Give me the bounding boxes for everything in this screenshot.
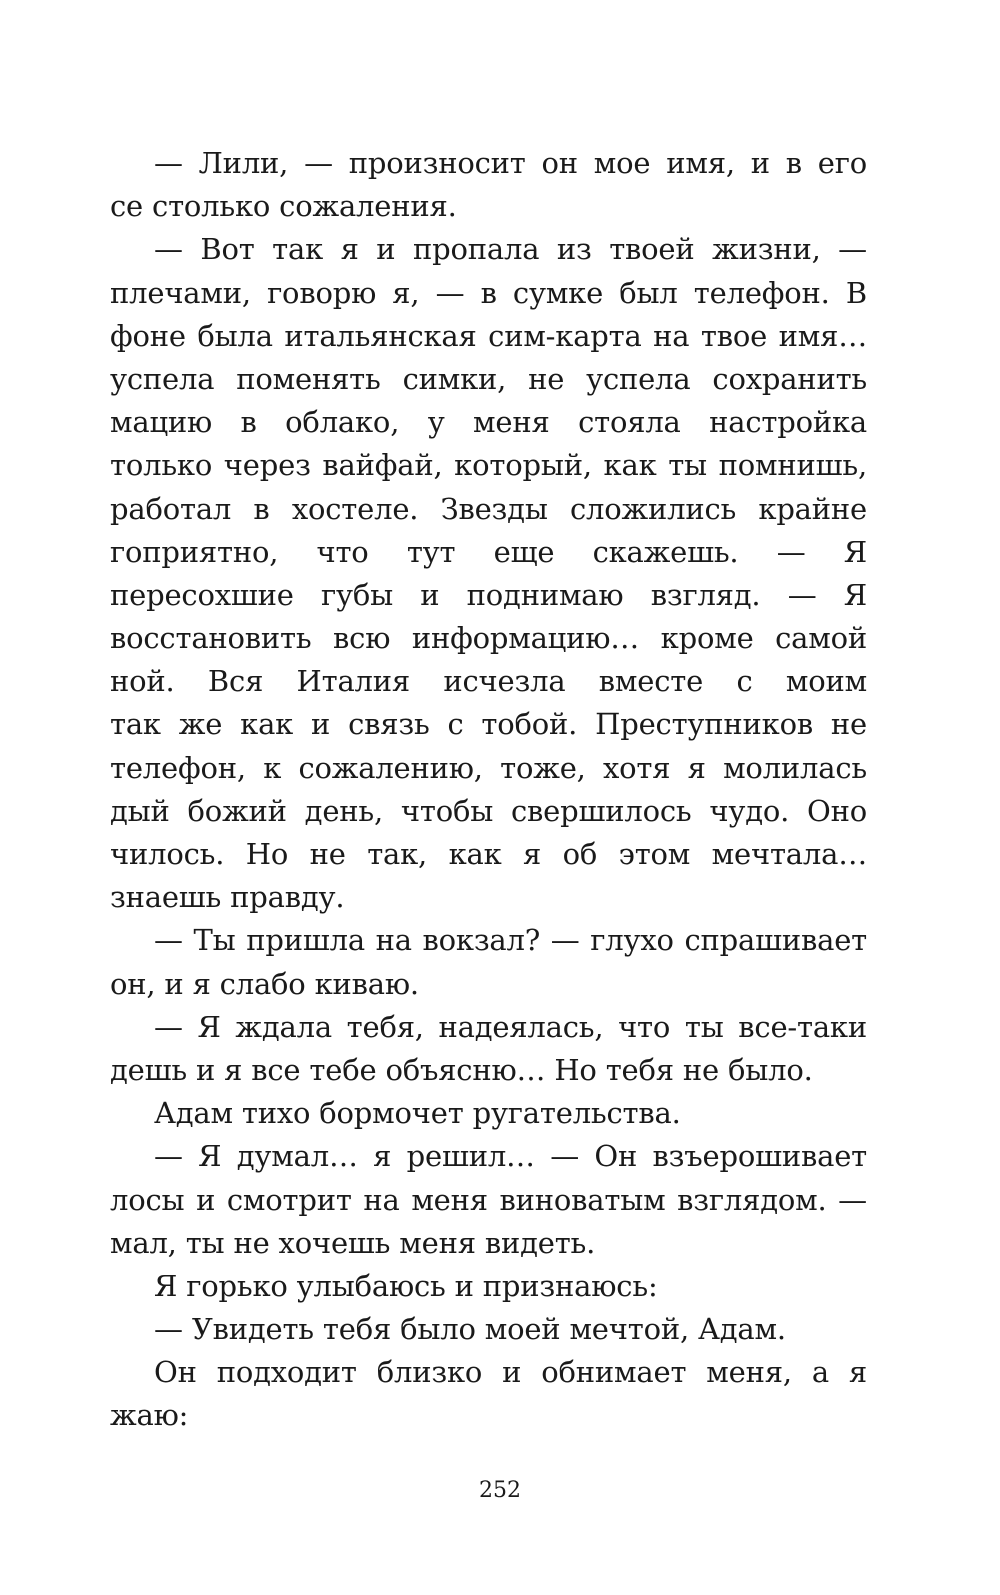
text-line: — Лили, — произносит он мое имя, и в его: [154, 146, 867, 180]
text-line: Адам тихо бормочет ругательства.: [154, 1096, 681, 1131]
body-text: [110, 142, 867, 1438]
text-line: — Я ждала тебя, надеялась, что ты все-таки: [154, 1009, 867, 1044]
text-line: жаю:: [110, 1398, 189, 1433]
text-line: работал в хостеле. Звезды сложились крайне: [110, 491, 867, 526]
text-line: ной. Вся Италия исчезла вместе с моим: [110, 664, 867, 699]
text-line: так же как и связь с тобой. Преступников не: [110, 707, 867, 742]
text-line: — Ты пришла на вокзал? — глухо спрашивает: [154, 923, 867, 958]
text-line: телефон, к сожалению, тоже, хотя я молилась: [110, 750, 867, 785]
text-line: мал, ты не хочешь меня видеть.: [110, 1225, 596, 1260]
text-line: только через вайфай, который, как ты помнишь,: [110, 448, 867, 483]
text-line: фоне была итальянская сим-карта на твое имя…: [110, 318, 867, 353]
text-line: он, и я слабо киваю.: [110, 966, 419, 1001]
text-line: успела поменять симки, не успела сохранить: [110, 361, 867, 396]
page-number: 252: [479, 1478, 521, 1503]
text-line: пересохшие губы и поднимаю взгляд. — Я: [110, 577, 867, 612]
text-line: Я горько улыбаюсь и признаюсь:: [154, 1268, 658, 1303]
text-line: — Я думал… я решил… — Он взъерошивает: [154, 1139, 867, 1174]
text-line: — Увидеть тебя было моей мечтой, Адам.: [154, 1312, 786, 1347]
text-line: дый божий день, чтобы свершилось чудо. Оно: [110, 793, 867, 828]
text-line: дешь и я все тебе объясню… Но тебя не было.: [110, 1052, 813, 1087]
text-line: чилось. Но не так, как я об этом мечтала…: [110, 837, 867, 871]
text-line: Он подходит близко и обнимает меня, а я: [154, 1355, 867, 1390]
text-line: гоприятно, что тут еще скажешь. — Я: [110, 534, 867, 569]
text-line: знаешь правду.: [110, 880, 345, 915]
text-line: мацию в облако, у меня стояла настройка: [110, 405, 867, 440]
text-line: восстановить всю информацию… кроме самой: [110, 621, 867, 656]
text-line: лосы и смотрит на меня виноватым взглядом. —: [110, 1182, 867, 1217]
text-line: се столько сожаления.: [110, 189, 457, 224]
text-line: — Вот так я и пропала из твоей жизни, —: [154, 232, 867, 267]
text-line: плечами, говорю я, — в сумке был телефон. В: [110, 275, 867, 310]
